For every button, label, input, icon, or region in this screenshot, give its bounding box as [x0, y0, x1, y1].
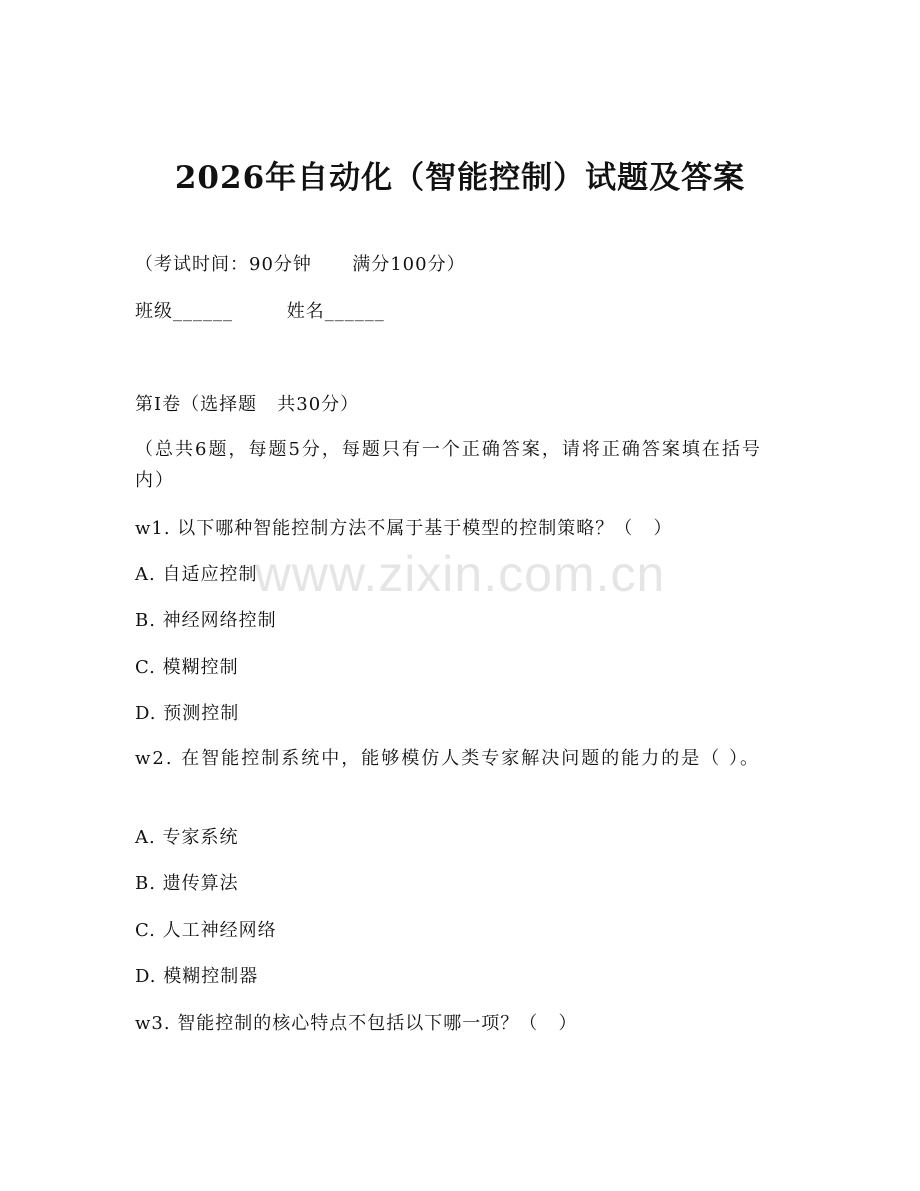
question-3-stem: w3. 智能控制的核心特点不包括以下哪一项？（ ） [135, 1013, 578, 1034]
exam-info: （考试时间：90分钟 满分100分） [135, 254, 466, 275]
section-heading: 第Ⅰ卷（选择题 共30分） [135, 394, 360, 415]
watermark: www.zixin.com.cn [254, 546, 666, 602]
question-2-option-b: B. 遗传算法 [135, 873, 239, 894]
question-2-option-c: C. 人工神经网络 [135, 920, 277, 941]
question-1-option-c: C. 模糊控制 [135, 657, 239, 678]
question-1-option-a: A. 自适应控制 [135, 564, 258, 585]
question-2-option-a: A. 专家系统 [135, 827, 239, 848]
document-title: 2026年自动化（智能控制）试题及答案 [174, 160, 746, 196]
question-2-option-d: D. 模糊控制器 [135, 966, 259, 987]
question-1-option-d: D. 预测控制 [135, 703, 240, 724]
class-name-line: 班级______ 姓名______ [135, 301, 385, 322]
section-instructions: （总共6题，每题5分，每题只有一个正确答案，请将正确答案填在括号内） [135, 439, 762, 491]
question-1-option-b: B. 神经网络控制 [135, 610, 277, 631]
question-1-stem: w1. 以下哪种智能控制方法不属于基于模型的控制策略？（ ） [135, 518, 673, 539]
question-2-stem: w2. 在智能控制系统中，能够模仿人类专家解决问题的能力的是（ ）。 [135, 748, 761, 769]
